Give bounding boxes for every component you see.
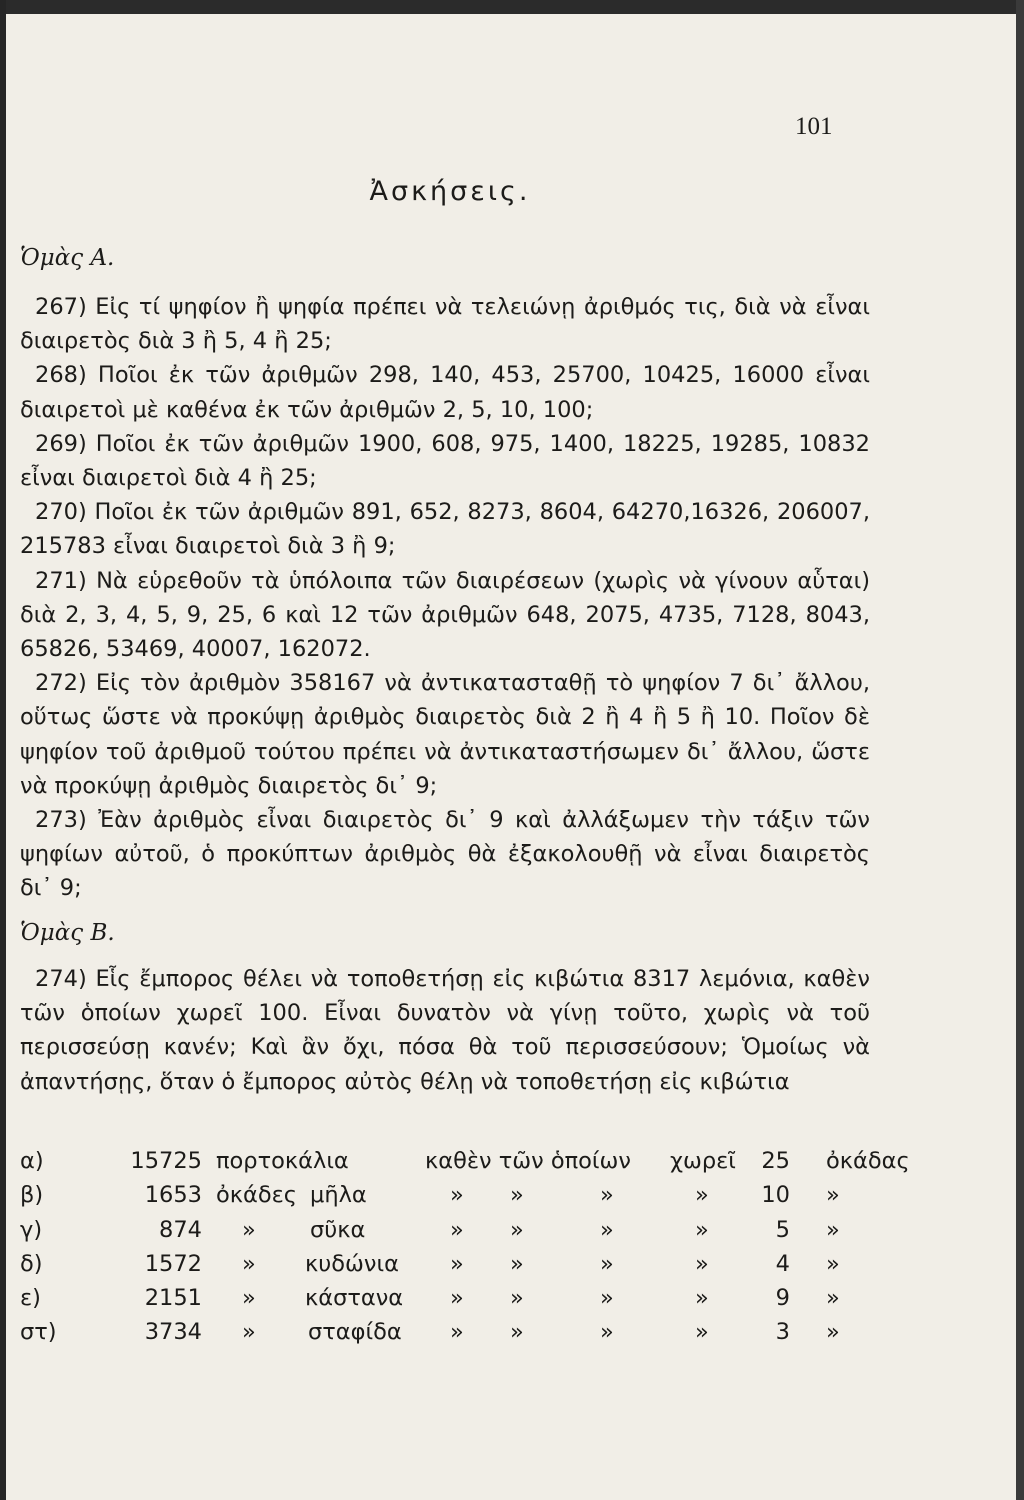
row-unit: » (826, 1285, 840, 1312)
scan-edge-top (0, 0, 1024, 14)
row-quantity-unit: ὀκάδες (216, 1182, 297, 1209)
row-unit: » (826, 1216, 840, 1243)
exercise-274: 274) Εἷς ἔμπορος θέλει νὰ τοποθετήσῃ εἰς κιβώτια 8317 λεμόνια, καθὲν τῶν ὁποίων χωρεῖ 100. Εἶναι δυνατὸν νὰ γίνῃ τοῦτο, χωρὶς νὰ τοῦ περισσεύσῃ κανέν; Καὶ ἂν ὄχι, πόσα θὰ τοῦ περισσεύσουν; Ὁμοίως νὰ ἀπαντήσῃς, ὅταν ὁ ἔμπορος αὐτὸς θέλῃ νὰ τοποθετήσῃ εἰς κιβώτια (20, 966, 870, 1095)
row-count: 3 (775, 1319, 790, 1346)
row-label: στ) (20, 1319, 57, 1346)
table-row (20, 1217, 870, 1251)
row-item: πορτοκάλια (216, 1148, 349, 1174)
row-quantity-unit: » (242, 1216, 256, 1243)
group-a-label: Ὁμὰς Α. (20, 245, 115, 271)
scan-edge-right (1016, 0, 1024, 1500)
row-count: 9 (775, 1285, 790, 1312)
group-b-label: Ὁμὰς Β. (20, 920, 115, 946)
scan-edge-left (0, 0, 6, 1500)
table-row (20, 1319, 870, 1353)
row-quantity: 874 (159, 1216, 202, 1243)
ditto-mark: » (600, 1182, 614, 1209)
row-quantity: 1653 (144, 1182, 202, 1209)
row-item: σταφίδα (308, 1319, 402, 1346)
ditto-mark: » (510, 1319, 524, 1346)
ditto-mark: » (510, 1182, 524, 1209)
exercise-268: 268) Ποῖοι ἐκ τῶν ἀριθμῶν 298, 140, 453, 25700, 10425, 16000 εἶναι διαιρετοὶ μὲ καθένα ἐκ τῶν ἀριθμῶν 2, 5, 10, 100; (20, 362, 870, 423)
fruit-table (20, 1148, 910, 1354)
table-row (20, 1148, 910, 1182)
ditto-mark: » (450, 1250, 464, 1277)
ditto-mark: » (600, 1319, 614, 1346)
row-quantity: 15725 (130, 1148, 202, 1174)
row-unit: » (826, 1250, 840, 1277)
row-unit: ὀκάδας (826, 1148, 910, 1174)
ditto-mark: » (695, 1285, 709, 1312)
row-count: 5 (775, 1216, 790, 1243)
page-title: Ἀσκήσεις. (369, 176, 531, 207)
row-label: δ) (20, 1250, 43, 1277)
row-label: α) (20, 1148, 44, 1174)
page-number: 101 (795, 113, 833, 140)
ditto-mark: » (510, 1285, 524, 1312)
ditto-mark: » (695, 1250, 709, 1277)
exercise-270: 270) Ποῖοι ἐκ τῶν ἀριθμῶν 891, 652, 8273, 8604, 64270,16326, 206007, 215783 εἶναι διαιρετοὶ διὰ 3 ἢ 9; (20, 499, 870, 560)
ditto-mark: » (510, 1216, 524, 1243)
row-count: 10 (761, 1182, 790, 1209)
row-unit: » (826, 1319, 840, 1346)
exercise-271: 271) Νὰ εὑρεθοῦν τὰ ὑπόλοιπα τῶν διαιρέσεων (χωρὶς νὰ γίνουν αὗται) διὰ 2, 3, 4, 5, 9, 25, 6 καὶ 12 τῶν ἀριθμῶν 648, 2075, 4735, 7128, 8043, 65826, 53469, 40007, 162072. (20, 567, 870, 663)
row-label: γ) (20, 1216, 43, 1243)
row-quantity-unit: » (242, 1285, 256, 1312)
ditto-mark: » (695, 1319, 709, 1346)
row-label: ε) (20, 1285, 41, 1312)
ditto-mark: » (450, 1216, 464, 1243)
row-label: β) (20, 1182, 44, 1209)
table-row (20, 1251, 870, 1285)
ditto-mark: » (600, 1250, 614, 1277)
ditto-mark: » (600, 1285, 614, 1312)
row-item: μῆλα (310, 1182, 367, 1209)
header-each: καθὲν τῶν ὁποίων (425, 1148, 631, 1174)
ditto-mark: » (510, 1250, 524, 1277)
row-quantity: 1572 (144, 1250, 202, 1277)
row-quantity: 3734 (144, 1319, 202, 1346)
ditto-mark: » (450, 1182, 464, 1209)
row-count: 25 (761, 1148, 790, 1174)
row-quantity-unit: » (242, 1250, 256, 1277)
row-item: σῦκα (310, 1216, 366, 1243)
exercise-267: 267) Εἰς τί ψηφίον ἢ ψηφία πρέπει νὰ τελειώνῃ ἀριθμός τις, διὰ νὰ εἶναι διαιρετὸς διὰ 3 ἢ 5, 4 ἢ 25; (20, 294, 870, 355)
table-row (20, 1182, 870, 1216)
exercise-272: 272) Εἰς τὸν ἀριθμὸν 358167 νὰ ἀντικατασταθῇ τὸ ψηφίον 7 δι᾽ ἄλλου, οὕτως ὥστε νὰ προκύψῃ ἀριθμὸς διαιρετὸς διὰ 2 ἢ 4 ἢ 5 ἢ 10. Ποῖον δὲ ψηφίον τοῦ ἀριθμοῦ τούτου πρέπει νὰ ἀντικαταστήσωμεν δι᾽ ἄλλου, ὥστε νὰ προκύψῃ ἀριθμὸς διαιρετὸς δι᾽ 9; (20, 670, 870, 799)
row-quantity-unit: » (242, 1319, 256, 1346)
exercise-273: 273) Ἐὰν ἀριθμὸς εἶναι διαιρετὸς δι᾽ 9 καὶ ἀλλάξωμεν τὴν τάξιν τῶν ψηφίων αὐτοῦ, ὁ προκύπτων ἀριθμὸς θὰ ἐξακολουθῇ νὰ εἶναι διαιρετὸς δι᾽ 9; (20, 807, 870, 902)
ditto-mark: » (450, 1319, 464, 1346)
group-b-exercises (20, 962, 870, 1099)
exercise-269: 269) Ποῖοι ἐκ τῶν ἀριθμῶν 1900, 608, 975, 1400, 18225, 19285, 10832 εἶναι διαιρετοὶ διὰ 4 ἢ 25; (20, 430, 870, 492)
ditto-mark: » (695, 1216, 709, 1243)
row-item: κυδώνια (305, 1250, 399, 1277)
row-count: 4 (775, 1250, 790, 1277)
ditto-mark: » (450, 1285, 464, 1312)
group-a-exercises (20, 290, 870, 906)
table-row (20, 1285, 870, 1319)
row-unit: » (826, 1182, 840, 1209)
header-holds: χωρεῖ (670, 1148, 736, 1174)
ditto-mark: » (600, 1216, 614, 1243)
row-item: κάστανα (305, 1285, 404, 1312)
row-quantity: 2151 (144, 1285, 202, 1312)
ditto-mark: » (695, 1182, 709, 1209)
